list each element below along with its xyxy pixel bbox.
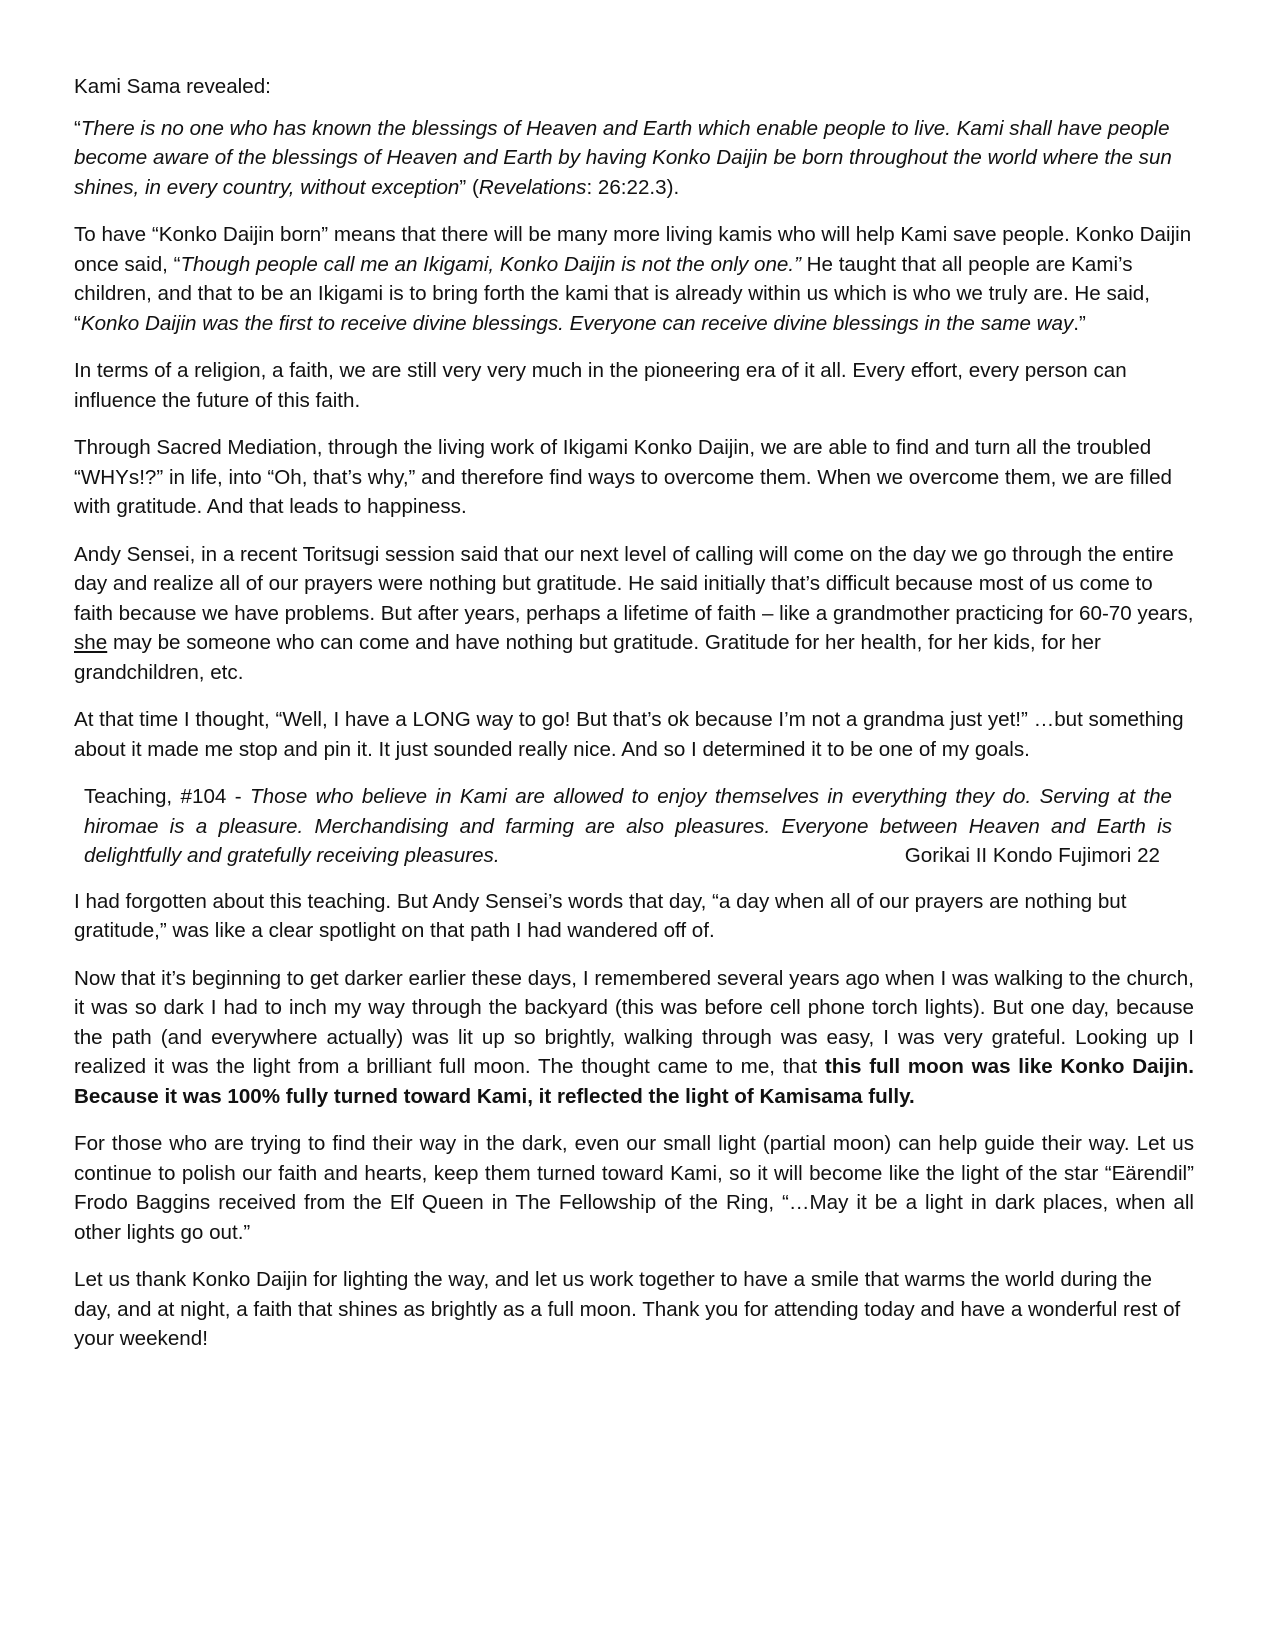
paragraph-closing: Let us thank Konko Daijin for lighting the way, and let us work together to have a smile that warms the world during the day, and at night, a faith that shines as brightly as a full moon. Thank you for attending today and have a wonderful rest of your weekend! (74, 1268, 1181, 1350)
p1-text-a: To have “Konko Daijin born” means that there will be many more living kamis who will help Kami save people. Konko Daijin once said, “ (74, 223, 1192, 276)
quote-text: There is no one who has known the blessings of Heaven and Earth which enable people to live. Kami shall have people become aware of the blessings of Heaven and Earth by having Konko Daijin be born throughout the world where the sun shines, in every country, without exception (74, 116, 1172, 199)
quote-source: Revelations (478, 175, 587, 199)
p4-text-b: may be someone who can come and have nothing but gratitude. Gratitude for her health, for her kids, for her grandchildren, etc. (74, 631, 1101, 684)
paragraph-forgotten-teaching: I had forgotten about this teaching. But Andy Sensei’s words that day, “a day when all of our prayers are nothing but gratitude,” was like a clear spotlight on that path I had wandered off of. (74, 889, 1127, 942)
paragraph-pioneering-era: In terms of a religion, a faith, we are still very very much in the pioneering era of it all. Every effort, every person can influence the future of this faith. (74, 359, 1127, 412)
paragraph-earendil: For those who are trying to find their way in the dark, even our small light (partial moon) can help guide their way. Let us continue to polish our faith and hearts, keep them turned toward Kami, so it will become like the light of the star “Eärendil” Frodo Baggins received from the Elf Queen in The Fellowship of the Ring, “…May it be a light in dark places, when all other lights go out.” (74, 1132, 1194, 1244)
teaching-label: Teaching, #104 - (84, 785, 251, 808)
paragraph-full-moon (74, 964, 1194, 1112)
quote-ref: : 26:22.3). (586, 175, 680, 199)
revelation-quote (74, 114, 1194, 203)
p1-text-e: .” (1073, 311, 1086, 335)
p1-quote-ikigami: Though people call me an Ikigami, Konko Daijin is not the only one.” (180, 252, 801, 276)
p7-text-a: Now that it’s beginning to get darker earlier these days, I remembered several years ago when I was walking to the church, it was so dark I had to inch my way through the backyard (this was before cell phone torch lights). But one day, because the path (and everywhere actually) was lit up so brightly, walking through was easy, I was very grateful. Looking up I realized it was the light from a brilliant full moon. The thought came to me, that (74, 966, 1194, 1078)
p1-quote-blessings: Konko Daijin was the first to receive divine blessings. Everyone can receive divine blessings in the same way (80, 311, 1074, 335)
teaching-attribution: Gorikai II Kondo Fujimori 22 (904, 844, 1160, 867)
p1-text-c: He taught that all people are Kami’s children, and that to be an Ikigami is to bring forth the kami that is already within us which is who we truly are. He said, “ (74, 252, 1150, 335)
teaching-text: Those who believe in Kami are allowed to enjoy themselves in everything they do. Serving at the hiromae is a pleasure. Merchandising and farming are also pleasures. Everyone between Heaven and Earth is delightfully and gratefully receiving pleasures. (84, 785, 1173, 867)
paragraph-long-way: At that time I thought, “Well, I have a LONG way to go! But that’s ok because I’m not a grandma just yet!” …but something about it made me stop and pin it. It just sounded really nice. And so I determined it to be one of my goals. (74, 708, 1184, 761)
teaching-quote (84, 782, 1172, 871)
quote-open: “ (74, 116, 81, 140)
document-body (74, 72, 1194, 1372)
p4-underlined-she: she (74, 631, 108, 654)
intro-line: Kami Sama revealed: (74, 75, 271, 98)
p4-text-a: Andy Sensei, in a recent Toritsugi session said that our next level of calling will come on the day we go through the entire day and realize all of our prayers were nothing but gratitude. He said initially that’s difficult because most of us come to faith because we have problems. But after years, perhaps a lifetime of faith – like a grandmother practicing for 60-70 years, (74, 542, 1194, 625)
paragraph-andy-sensei (74, 540, 1194, 688)
quote-close: ” ( (459, 175, 479, 199)
p7-bold-text: this full moon was like Konko Daijin. Because it was 100% fully turned toward Kami, it reflected the light of Kamisama fully. (74, 1055, 1194, 1108)
paragraph-sacred-mediation: Through Sacred Mediation, through the living work of Ikigami Konko Daijin, we are able to find and turn all the troubled “WHYs!?” in life, into “Oh, that’s why,” and therefore find ways to overcome them. When we overcome them, we are filled with gratitude. And that leads to happiness. (74, 436, 1173, 518)
paragraph-konko-daijin-born (74, 220, 1194, 338)
